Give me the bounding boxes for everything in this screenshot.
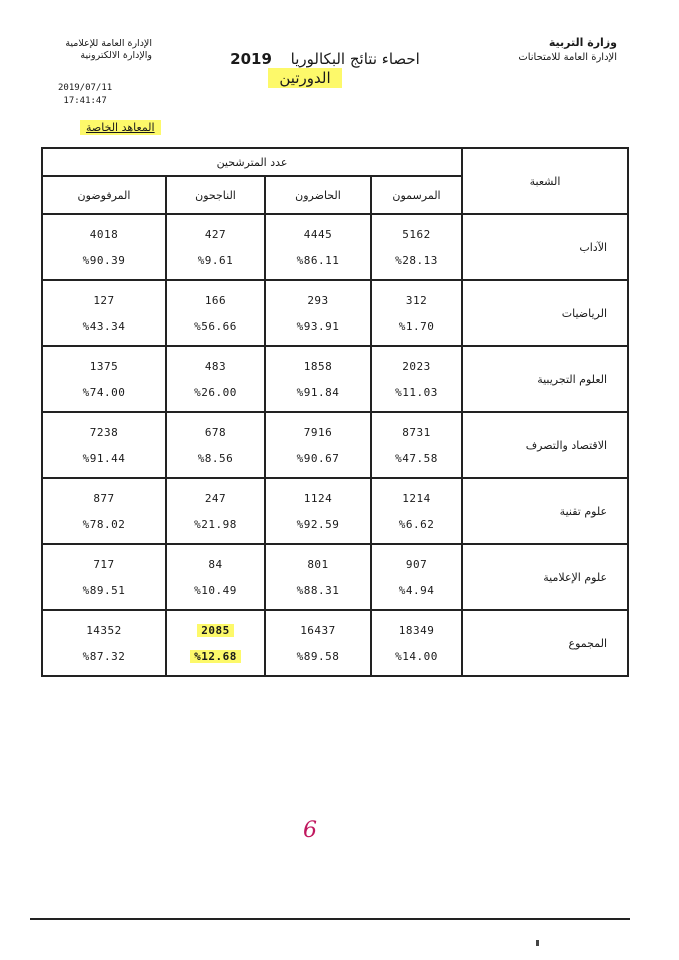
percent-value: %91.84 <box>296 385 340 399</box>
percent-value: %86.11 <box>296 253 340 267</box>
passed-cell <box>166 346 265 412</box>
specialty-label: علوم الإعلامية <box>462 544 628 610</box>
count-value: 127 <box>93 293 115 307</box>
registered-cell <box>371 544 462 610</box>
percent-value: %89.51 <box>82 583 126 597</box>
percent-value: %91.44 <box>82 451 126 465</box>
count-value: 717 <box>93 557 115 571</box>
print-time: 17:41:47 <box>63 96 107 106</box>
col-registered: المرسمون <box>371 176 462 214</box>
count-value: 1124 <box>303 491 333 505</box>
passed-cell <box>166 610 265 676</box>
present-cell <box>265 544 371 610</box>
count-value: 907 <box>405 557 428 571</box>
percent-value: %78.02 <box>82 517 126 531</box>
count-value: 5162 <box>402 227 431 241</box>
percent-value: %93.91 <box>296 319 340 333</box>
count-value: 1858 <box>303 359 333 373</box>
specialty-label: المجموع <box>462 610 628 676</box>
present-cell <box>265 214 371 280</box>
count-value: 16437 <box>300 623 336 637</box>
footer-mark <box>536 940 539 946</box>
percent-value: %10.49 <box>194 583 237 597</box>
count-value: 877 <box>93 491 115 505</box>
count-value: 18349 <box>398 623 435 637</box>
section-label: المعاهد الخاصة <box>80 120 161 135</box>
ministry-name: وزارة التربية <box>548 36 617 49</box>
table-row <box>42 412 628 478</box>
count-value: 1375 <box>89 359 119 373</box>
count-value: 8731 <box>402 425 431 439</box>
rejected-cell <box>42 610 166 676</box>
percent-value: %74.00 <box>82 385 126 399</box>
table-row <box>42 214 628 280</box>
ministry-header <box>518 36 617 63</box>
rejected-cell <box>42 346 166 412</box>
results-table <box>41 147 629 677</box>
table-row <box>42 544 628 610</box>
percent-value: %28.13 <box>395 253 438 267</box>
count-value: 483 <box>204 359 227 373</box>
present-cell <box>265 280 371 346</box>
percent-value: %21.98 <box>194 517 237 531</box>
count-value: 7916 <box>303 425 333 439</box>
rejected-cell <box>42 544 166 610</box>
print-date: 2019/07/11 <box>58 83 113 93</box>
percent-value: %26.00 <box>194 385 237 399</box>
page-title <box>170 50 480 68</box>
registered-cell <box>371 610 462 676</box>
percent-value: %87.32 <box>82 649 126 663</box>
rejected-cell <box>42 412 166 478</box>
col-rejected: المرفوضون <box>42 176 166 214</box>
count-value: 801 <box>307 557 329 571</box>
percent-value: %56.66 <box>194 319 237 333</box>
percent-value: %92.59 <box>296 517 340 531</box>
rejected-cell <box>42 214 166 280</box>
count-value: 166 <box>204 293 227 307</box>
count-value: 2023 <box>402 359 431 373</box>
percent-value: %8.56 <box>197 451 234 465</box>
passed-cell <box>166 478 265 544</box>
percent-value: %47.58 <box>395 451 438 465</box>
registered-cell <box>371 214 462 280</box>
registered-cell <box>371 346 462 412</box>
table-row <box>42 346 628 412</box>
percent-value: %9.61 <box>197 253 234 267</box>
present-cell <box>265 412 371 478</box>
percent-value: %89.58 <box>296 649 340 663</box>
count-value: 2085 <box>197 624 234 637</box>
count-value: 4018 <box>89 227 119 241</box>
rejected-cell <box>42 478 166 544</box>
table-row <box>42 280 628 346</box>
specialty-label: علوم تقنية <box>462 478 628 544</box>
col-present: الحاضرون <box>265 176 371 214</box>
footer-divider <box>30 918 630 920</box>
table-group-header-row <box>42 148 628 176</box>
count-value: 14352 <box>86 623 122 637</box>
percent-value: %88.31 <box>296 583 340 597</box>
rejected-cell <box>42 280 166 346</box>
title-text: احصاء نتائج البكالوريا <box>290 50 420 68</box>
percent-value: %4.94 <box>398 583 435 597</box>
passed-cell <box>166 412 265 478</box>
info-admin-line1: الإدارة العامة للإعلامية <box>65 38 152 49</box>
count-value: 247 <box>204 491 227 505</box>
specialty-label: الاقتصاد والتصرف <box>462 412 628 478</box>
title-year: 2019 <box>230 50 272 68</box>
present-cell <box>265 346 371 412</box>
count-value: 293 <box>307 293 329 307</box>
handwritten-page-number: 6 <box>303 818 317 843</box>
specialty-label: العلوم التجريبية <box>462 346 628 412</box>
info-admin-header <box>42 38 152 62</box>
percent-value: %1.70 <box>398 319 435 333</box>
passed-cell <box>166 544 265 610</box>
percent-value: %14.00 <box>395 649 438 663</box>
count-value: 84 <box>208 557 223 571</box>
percent-value: %43.34 <box>82 319 126 333</box>
specialty-header: الشعبة <box>462 148 628 214</box>
passed-cell <box>166 280 265 346</box>
count-value: 1214 <box>402 491 431 505</box>
percent-value: %11.03 <box>395 385 438 399</box>
count-value: 4445 <box>303 227 333 241</box>
info-admin-line2: والإدارة الالكترونية <box>80 50 152 61</box>
table-row <box>42 478 628 544</box>
specialty-label: الرياضيات <box>462 280 628 346</box>
percent-value: %90.67 <box>296 451 340 465</box>
count-value: 427 <box>204 227 227 241</box>
percent-value: %90.39 <box>82 253 126 267</box>
specialty-label: الآداب <box>462 214 628 280</box>
passed-cell <box>166 214 265 280</box>
present-cell <box>265 610 371 676</box>
present-cell <box>265 478 371 544</box>
print-timestamp <box>58 82 112 108</box>
count-value: 312 <box>405 293 428 307</box>
registered-cell <box>371 478 462 544</box>
percent-value: %6.62 <box>398 517 435 531</box>
registered-cell <box>371 280 462 346</box>
count-value: 7238 <box>89 425 119 439</box>
col-passed: الناجحون <box>166 176 265 214</box>
exam-admin-name: الإدارة العامة للامتحانات <box>518 52 617 63</box>
count-value: 678 <box>204 425 227 439</box>
session-subtitle: الدورتين <box>268 68 342 88</box>
candidates-group-header: عدد المترشحين <box>42 148 462 176</box>
percent-value: %12.68 <box>190 650 241 663</box>
registered-cell <box>371 412 462 478</box>
table-row <box>42 610 628 676</box>
